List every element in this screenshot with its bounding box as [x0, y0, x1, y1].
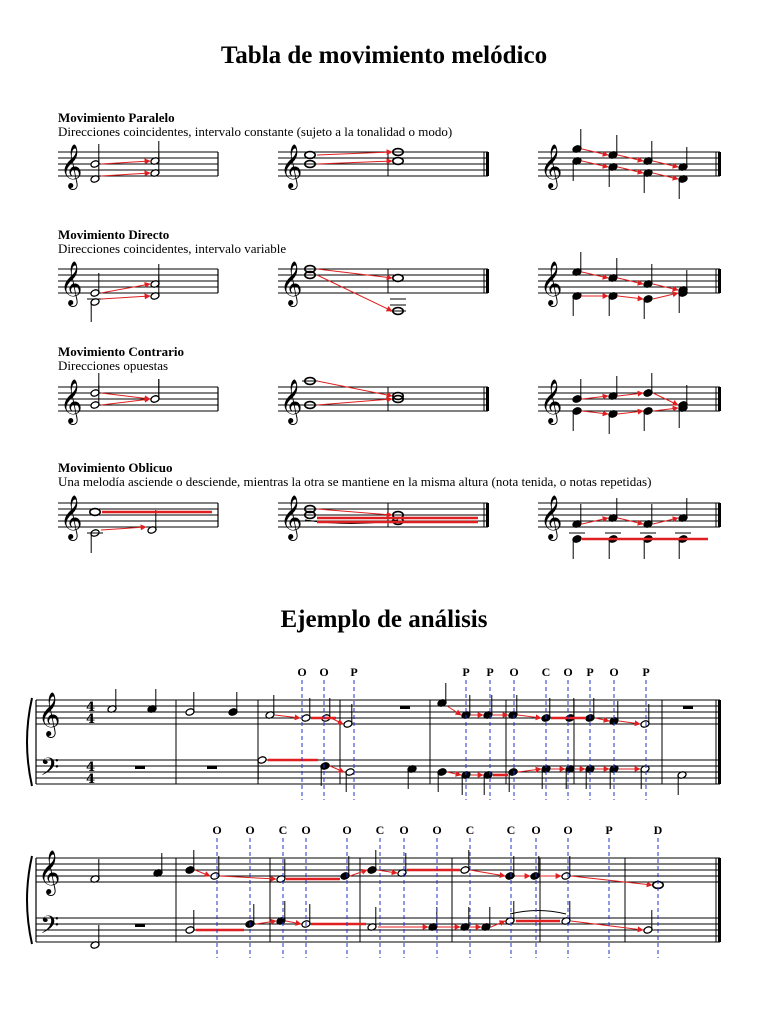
system-brace-icon — [27, 698, 32, 786]
motion-arrow — [195, 870, 210, 876]
final-barline — [486, 503, 489, 527]
analysis-label-row1-6: C — [541, 665, 551, 679]
analysis-label-row1-10: P — [642, 665, 650, 679]
section-description-contrario: Direcciones opuestas — [58, 358, 169, 373]
analysis-label-row2-4: O — [342, 823, 352, 837]
analysis-label-row2-10: O — [531, 823, 541, 837]
rest-icon — [135, 766, 145, 769]
treble-clef-icon: 𝄞 — [280, 144, 303, 188]
rest-icon — [135, 924, 145, 927]
treble-clef-icon: 𝄞 — [38, 692, 61, 736]
analysis-label-row2-11: O — [563, 823, 573, 837]
treble-clef-icon: 𝄞 — [280, 379, 303, 423]
analysis-label-row2-7: O — [432, 823, 442, 837]
final-barline — [718, 700, 721, 784]
motion-arrow — [470, 870, 505, 876]
motion-arrow — [317, 509, 392, 515]
final-barline — [718, 503, 721, 527]
final-barline — [718, 152, 721, 176]
analysis-label-row1-0: O — [297, 665, 307, 679]
section-description-paralelo: Direcciones coincidentes, intervalo constante (sujeto a la tonalidad o modo) — [58, 124, 453, 139]
section-heading-oblicuo: Movimiento Oblicuo — [58, 460, 173, 475]
treble-clef-icon: 𝄞 — [38, 850, 61, 894]
treble-clef-icon: 𝄞 — [60, 261, 83, 305]
analysis-label-row2-0: O — [212, 823, 222, 837]
motion-arrow — [331, 718, 343, 724]
analysis-label-row2-13: D — [653, 823, 663, 837]
whole-note — [393, 275, 403, 282]
treble-clef-icon: 𝄞 — [540, 144, 563, 188]
motion-arrow — [101, 393, 150, 399]
motion-arrow — [571, 921, 643, 930]
final-barline — [486, 269, 489, 293]
analysis-title: Ejemplo de análisis — [280, 606, 488, 633]
whole-note — [90, 509, 100, 516]
final-barline — [718, 269, 721, 293]
rest-icon — [400, 706, 410, 709]
motion-arrow — [317, 269, 392, 278]
analysis-label-row2-6: O — [399, 823, 409, 837]
treble-clef-icon: 𝄞 — [60, 144, 83, 188]
motion-arrow — [653, 293, 678, 299]
analysis-label-row2-5: C — [375, 823, 385, 837]
motion-arrow — [447, 706, 461, 715]
treble-clef-icon: 𝄞 — [60, 495, 83, 539]
treble-clef-icon: 𝄞 — [540, 261, 563, 305]
whole-note — [305, 152, 315, 159]
bass-clef-icon: 𝄢 — [40, 753, 60, 788]
treble-clef-icon: 𝄞 — [540, 379, 563, 423]
time-signature-denominator: 4 — [86, 772, 96, 787]
time-signature-numerator: 4 — [86, 760, 96, 775]
motion-arrow — [101, 296, 150, 299]
treble-clef-icon: 𝄞 — [540, 495, 563, 539]
tie — [510, 911, 566, 915]
section-description-oblicuo: Una melodía asciende o desciende, mientras la otra se mantiene en la misma altura (nota tenida, o notas repetidas) — [58, 474, 652, 489]
motion-arrow — [101, 399, 150, 405]
motion-arrow — [618, 296, 643, 299]
analysis-label-row2-8: C — [465, 823, 475, 837]
analysis-label-row1-4: P — [486, 665, 494, 679]
final-barline — [486, 387, 489, 411]
analysis-label-row1-8: P — [586, 665, 594, 679]
rest-icon — [683, 706, 693, 709]
treble-clef-icon: 𝄞 — [60, 379, 83, 423]
motion-arrow — [350, 870, 367, 876]
final-barline — [486, 152, 489, 176]
motion-arrow — [317, 381, 392, 396]
motion-arrow — [571, 876, 652, 885]
motion-arrow — [317, 399, 392, 405]
analysis-label-row1-1: O — [319, 665, 329, 679]
final-barline — [718, 387, 721, 411]
rest-icon — [207, 766, 217, 769]
final-barline — [718, 858, 721, 942]
analysis-label-row2-12: P — [605, 823, 613, 837]
treble-clef-icon: 𝄞 — [280, 261, 303, 305]
treble-clef-icon: 𝄞 — [280, 495, 303, 539]
analysis-label-row2-1: O — [245, 823, 255, 837]
page-title: Tabla de movimiento melódico — [220, 42, 548, 69]
motion-arrow — [101, 284, 150, 293]
analysis-label-row2-2: C — [278, 823, 288, 837]
system-brace-icon — [27, 856, 32, 944]
analysis-label-row1-3: P — [462, 665, 470, 679]
time-signature-numerator: 4 — [86, 700, 96, 715]
whole-note — [393, 158, 403, 165]
section-description-directo: Direcciones coincidentes, intervalo variable — [58, 241, 287, 256]
time-signature-denominator: 4 — [86, 712, 96, 727]
motion-arrow — [330, 766, 344, 772]
analysis-label-row2-9: C — [506, 823, 516, 837]
analysis-label-row1-9: O — [609, 665, 619, 679]
analysis-label-row1-7: O — [563, 665, 573, 679]
analysis-label-row1-2: P — [350, 665, 358, 679]
section-heading-directo: Movimiento Directo — [58, 227, 170, 242]
section-heading-contrario: Movimiento Contrario — [58, 344, 185, 359]
analysis-label-row1-5: O — [509, 665, 519, 679]
section-heading-paralelo: Movimiento Paralelo — [58, 110, 175, 125]
bass-clef-icon: 𝄢 — [40, 911, 60, 946]
analysis-label-row2-3: O — [301, 823, 311, 837]
